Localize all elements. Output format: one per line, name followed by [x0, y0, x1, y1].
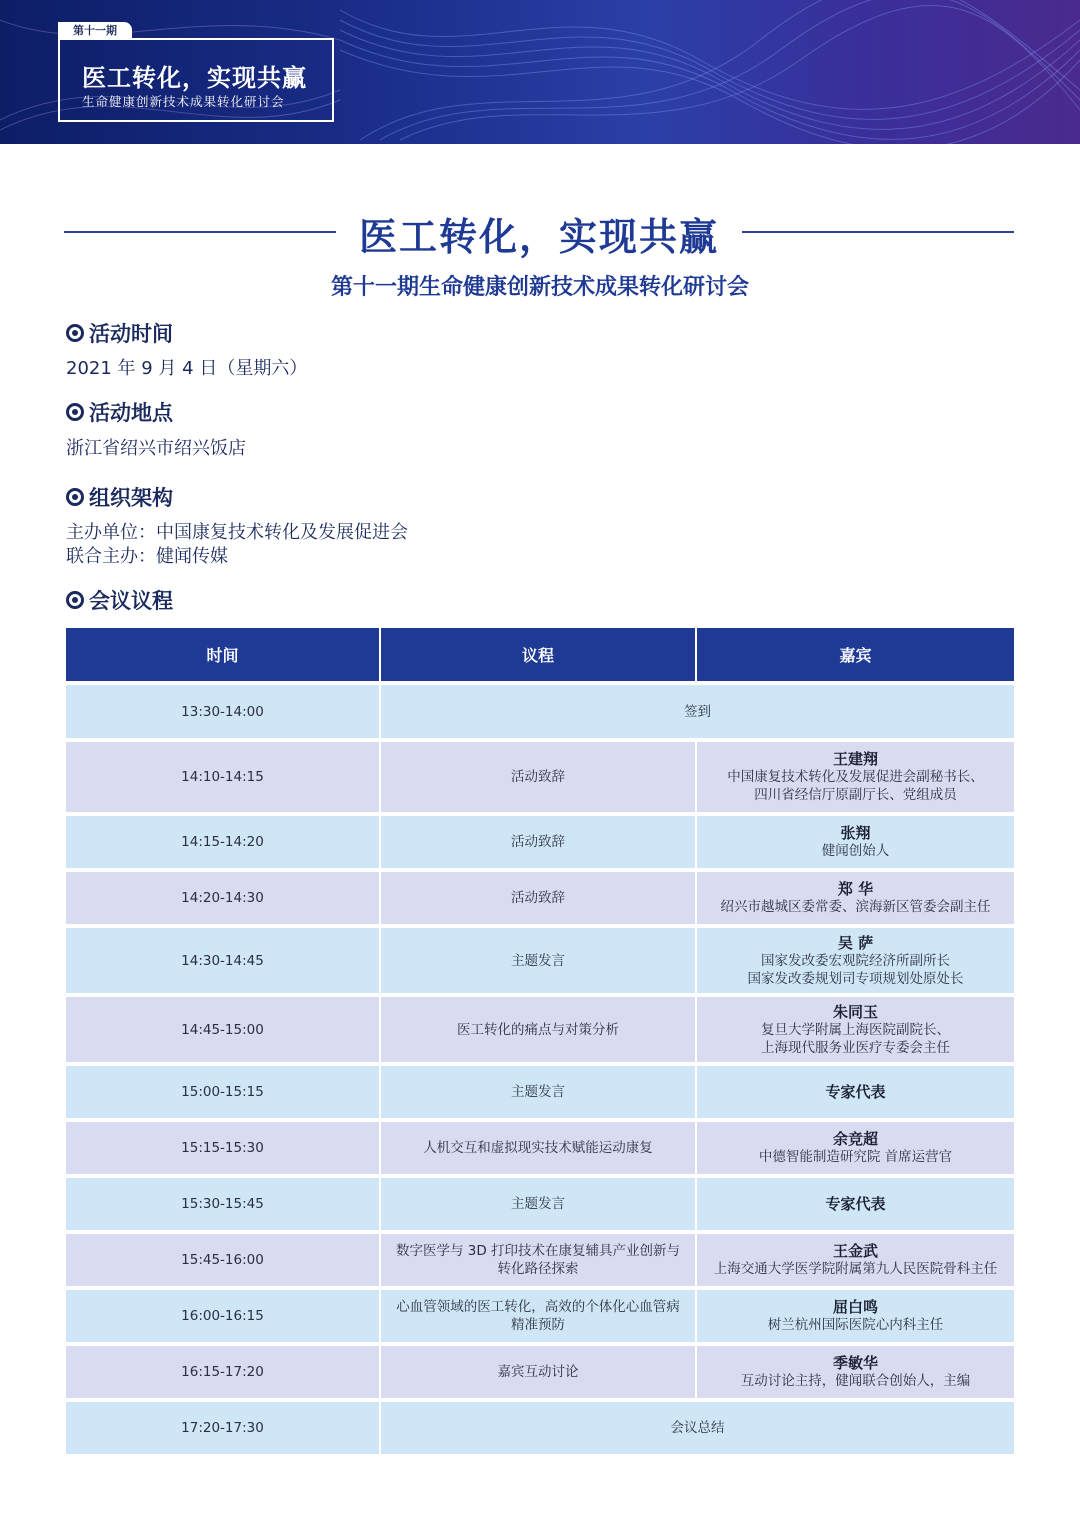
row-topic: 嘉宾互动讨论 [381, 1346, 697, 1398]
table-row [66, 1346, 1014, 1398]
target-icon [66, 591, 84, 609]
guest-title: 互动讨论主持，健闻联合创始人，主编 [740, 1373, 971, 1389]
target-icon [66, 403, 84, 421]
table-row [66, 816, 1014, 868]
header-topic: 议程 [381, 628, 697, 681]
row-guest [697, 1122, 1014, 1174]
guest-name: 吴 萨 [837, 933, 874, 952]
org-host: 主办单位：中国康复技术转化及发展促进会 [66, 522, 408, 543]
row-guest [697, 742, 1014, 812]
row-topic: 数字医学与 3D 打印技术在康复辅具产业创新与 转化路径探索 [381, 1234, 697, 1286]
issue-tag: 第十一期 [58, 22, 132, 40]
row-guest [697, 997, 1014, 1062]
banner-subtitle: 生命健康创新技术成果转化研讨会 [82, 94, 285, 109]
table-row [66, 1234, 1014, 1286]
page-subtitle: 第十一期生命健康创新技术成果转化研讨会 [330, 275, 749, 300]
row-topic: 活动致辞 [381, 872, 697, 924]
row-time: 14:30-14:45 [66, 928, 381, 993]
table-row [66, 1290, 1014, 1342]
row-time: 15:15-15:30 [66, 1122, 381, 1174]
table-row [66, 685, 1014, 738]
section-time-heading [66, 318, 173, 348]
guest-title: 中德智能制造研究院 首席运营官 [758, 1149, 953, 1165]
row-time: 14:10-14:15 [66, 742, 381, 812]
guest-title: 树兰杭州国际医院心内科主任 [767, 1317, 944, 1333]
headline-rule-left [64, 231, 336, 233]
section-org-heading [66, 482, 173, 512]
guest-title: 中国康复技术转化及发展促进会副秘书长、 四川省经信厅原副厅长、党组成员 [727, 769, 984, 803]
guest-name: 专家代表 [825, 1083, 886, 1101]
banner-title: 医工转化，实现共赢 [82, 64, 307, 92]
table-row [66, 1122, 1014, 1174]
section-venue-heading [66, 397, 173, 427]
row-topic: 主题发言 [381, 1066, 697, 1118]
table-row [66, 742, 1014, 812]
row-topic: 主题发言 [381, 1178, 697, 1230]
row-time: 14:45-15:00 [66, 997, 381, 1062]
guest-title: 上海交通大学医学院附属第九人民医院骨科主任 [713, 1261, 998, 1277]
guest-name: 季敏华 [832, 1354, 878, 1372]
table-row [66, 997, 1014, 1062]
section-agenda-title: 会议议程 [89, 589, 173, 613]
row-topic: 主题发言 [381, 928, 697, 993]
guest-name: 朱同玉 [832, 1002, 878, 1021]
row-time: 16:00-16:15 [66, 1290, 381, 1342]
row-guest [697, 1066, 1014, 1118]
guest-name: 专家代表 [825, 1195, 886, 1213]
event-venue: 浙江省绍兴市绍兴饭店 [66, 438, 246, 459]
row-time: 14:20-14:30 [66, 872, 381, 924]
table-row [66, 1178, 1014, 1230]
row-time: 17:20-17:30 [66, 1402, 381, 1454]
row-guest [697, 928, 1014, 993]
row-topic: 会议总结 [670, 1420, 725, 1436]
row-time: 14:15-14:20 [66, 816, 381, 868]
row-guest [697, 1290, 1014, 1342]
section-agenda-heading [66, 585, 173, 615]
guest-title: 复旦大学附属上海医院副院长、 上海现代服务业医疗专委会主任 [761, 1021, 950, 1056]
headline-rule-right [742, 231, 1014, 233]
row-guest [697, 872, 1014, 924]
row-time: 13:30-14:00 [66, 685, 381, 738]
row-guest [697, 816, 1014, 868]
row-topic: 医工转化的痛点与对策分析 [381, 997, 697, 1062]
row-topic: 签到 [684, 703, 711, 720]
guest-name: 屈白鸣 [832, 1298, 878, 1316]
guest-name: 郑 华 [837, 880, 874, 898]
section-org-title: 组织架构 [89, 486, 173, 510]
table-row [66, 1066, 1014, 1118]
header-time: 时间 [66, 628, 381, 681]
row-guest [697, 1178, 1014, 1230]
row-guest [697, 1346, 1014, 1398]
guest-name: 余竞超 [832, 1130, 878, 1148]
section-time-title: 活动时间 [89, 322, 173, 346]
guest-title: 国家发改委宏观院经济所副所长 国家发改委规划司专项规划处原处长 [747, 952, 964, 987]
row-topic: 活动致辞 [381, 816, 697, 868]
guest-name: 王金武 [832, 1242, 878, 1260]
table-row [66, 928, 1014, 993]
row-time: 15:45-16:00 [66, 1234, 381, 1286]
table-header [66, 628, 1014, 681]
table-row [66, 1402, 1014, 1454]
guest-name: 王建翔 [832, 750, 878, 768]
table-row [66, 872, 1014, 924]
row-topic: 活动致辞 [381, 742, 697, 812]
row-guest [697, 1234, 1014, 1286]
page-title: 医工转化，实现共赢 [358, 215, 719, 259]
guest-title: 健闻创始人 [821, 843, 890, 859]
row-topic: 人机交互和虚拟现实技术赋能运动康复 [381, 1122, 697, 1174]
agenda-table [66, 628, 1014, 1458]
guest-title: 绍兴市越城区委常委、滨海新区管委会副主任 [720, 899, 991, 915]
target-icon [66, 324, 84, 342]
event-date: 2021 年 9 月 4 日（星期六） [66, 358, 308, 379]
org-cohost: 联合主办：健闻传媒 [66, 546, 228, 567]
row-topic: 心血管领域的医工转化，高效的个体化心血管病 精准预防 [381, 1290, 697, 1342]
section-venue-title: 活动地点 [89, 401, 173, 425]
header-banner [0, 0, 1080, 144]
row-time: 15:30-15:45 [66, 1178, 381, 1230]
target-icon [66, 488, 84, 506]
header-guest: 嘉宾 [839, 646, 872, 665]
row-time: 15:00-15:15 [66, 1066, 381, 1118]
row-time: 16:15-17:20 [66, 1346, 381, 1398]
guest-name: 张翔 [840, 824, 871, 842]
